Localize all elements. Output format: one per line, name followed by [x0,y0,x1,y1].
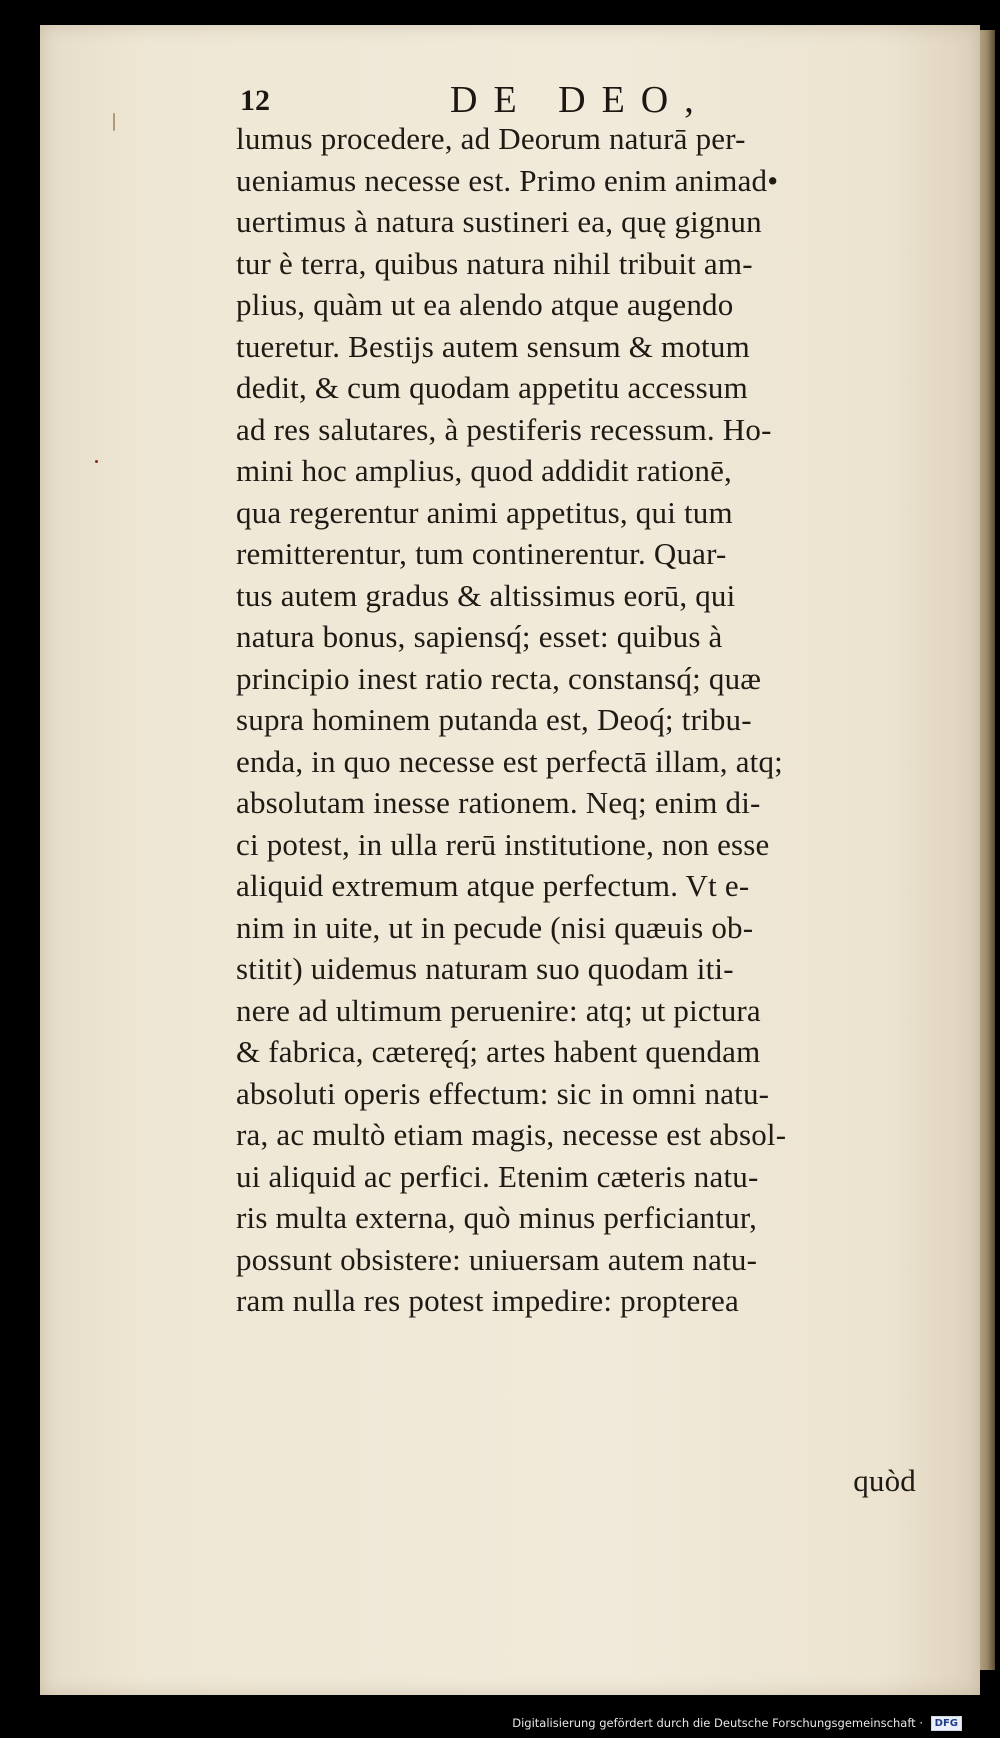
text-line: ad res salutares, à pestiferis recessum. Ho- [236,411,772,447]
text-line: ci potest, in ulla rerū institutione, non esse [236,826,770,862]
text-line: nim in uite, ut in pecude (nisi quæuis ob- [236,909,754,945]
text-line: ui aliquid ac perfici. Etenim cæteris natu- [236,1158,759,1194]
text-line: ra, ac multò etiam magis, necesse est absol- [236,1117,787,1152]
text-line: enda, in quo necesse est perfectā illam, atq; [236,743,783,779]
text-line: natura bonus, sapiensq́; esset: quibus à [236,619,723,654]
text-line: ris multa externa, quò minus perficiantur, [236,1200,758,1235]
text-line: dedit, & cum quodam appetitu accessum [236,370,748,405]
text-line: uertimus à natura sustineri ea, quę gignun [236,204,762,239]
text-line: aliquid extremum atque perfectum. Vt e- [236,868,750,903]
text-line: qua regerentur animi appetitus, qui tum [236,494,733,530]
running-title: DE DEO, [450,79,710,121]
text-line: principio inest ratio recta, constansq́; quæ [236,660,762,696]
page-number: 12 [240,84,270,117]
text-line: nere ad ultimum peruenire: atq; ut pictura [236,992,761,1028]
ink-speck [113,113,115,131]
catchword: quòd [853,1463,916,1498]
text-line: absolutam inesse rationem. Neq; enim di- [236,785,761,820]
text-line: tur è terra, quibus natura nihil tribuit am- [236,245,753,281]
text-line: ram nulla res potest impedire: propterea [236,1283,739,1318]
digitization-credit [512,1716,962,1731]
text-line: tus autem gradus & altissimus eorū, qui [236,577,736,613]
text-line: mini hoc amplius, quod addidit rationē, [236,453,732,488]
text-line: plius, quàm ut ea alendo atque augendo [236,287,734,322]
text-line: stitit) uidemus naturam suo quodam iti- [236,951,734,986]
text-line: tueretur. Bestijs autem sensum & motum [236,328,750,364]
text-line: supra hominem putanda est, Deoq́; tribu- [236,702,752,737]
text-line: absoluti operis effectum: sic in omni natu- [236,1075,770,1111]
body-text [236,118,916,1498]
text-line: possunt obsistere: uniuersam autem natu- [236,1241,758,1277]
ink-speck [95,460,98,463]
text-line: ueniamus necesse est. Primo enim animad• [236,162,779,198]
text-line: & fabrica, cæteręq́; artes habent quendam [236,1034,761,1069]
dfg-logo-icon: DFG [931,1716,962,1731]
credit-text: Digitalisierung gefördert durch die Deutsche Forschungsgemeinschaft · [512,1716,923,1730]
text-line: lumus procedere, ad Deorum naturā per- [236,121,746,156]
text-line: remitterentur, tum continerentur. Quar- [236,536,727,571]
